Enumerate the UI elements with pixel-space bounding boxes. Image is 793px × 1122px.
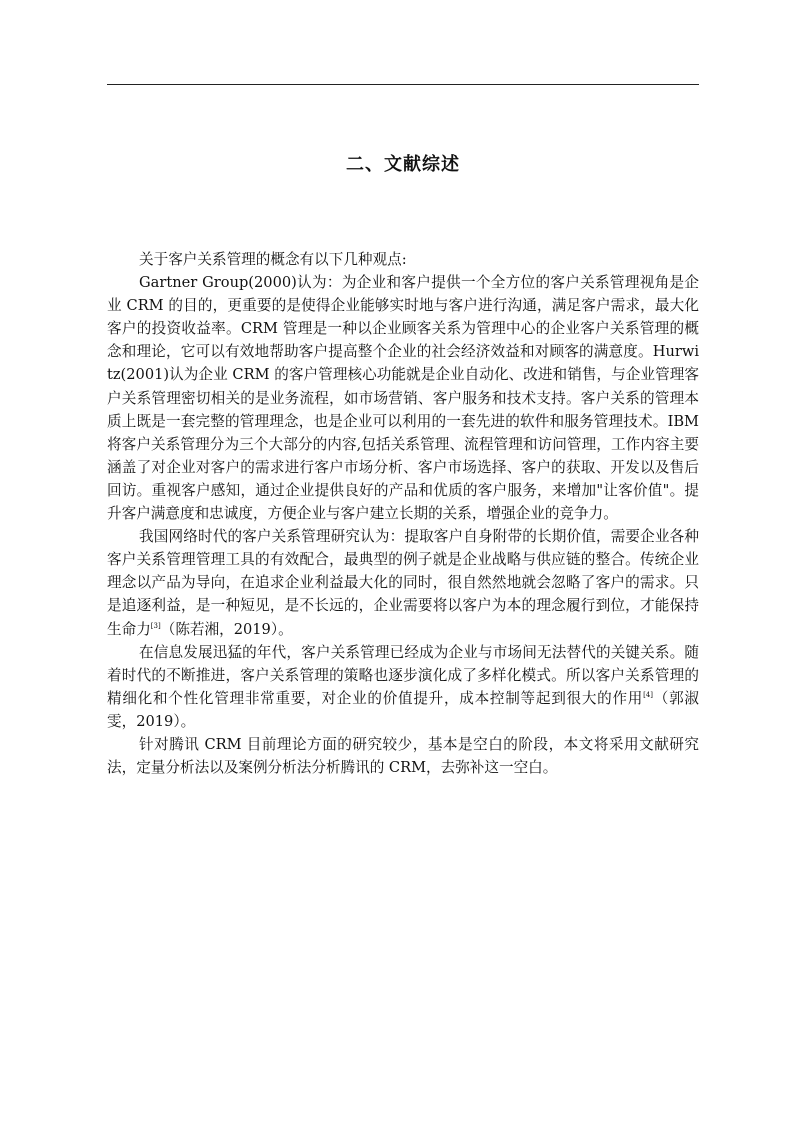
paragraph-text: Gartner Group(2000)认为：为企业和客户提供一个全方位的客户关系管理视角是企业 CRM 的目的，更重要的是使得企业能够实时地与客户进行沟通，满足客户需求，最大化客户的投资收益率。CRM 管理是一种以企业顾客关系为管理中心的企业客户关系管理的概念和理论，它可以有效地帮助客户提高整个企业的社会经济效益和对顾客的满意度。Hurwitz(2001)认为企业 CRM 的客户管理核心功能就是企业自动化、改进和销售，与企业管理客户关系管理密切相关的是业务流程，如市场营销、客户服务和技术支持。客户关系的管理本质上既是一套完整的管理理念，也是企业可以利用的一套先进的软件和服务管理技术。IBM 将客户关系管理分为三个大部分的内容,包括关系管理、流程管理和访问管理，工作内容主要涵盖了对企业对客户的需求进行客户市场分析、客户市场选择、客户的获取、开发以及售后回访。重视客户感知，通过企业提供良好的产品和优质的客户服务，来增加"让客价值"。提升客户满意度和忠诚度，方便企业与客户建立长期的关系，增强企业的竞争力。 [107,274,699,523]
section-title: 二、文献综述 [346,154,460,175]
citation-source: （郭淑雯，2019）。 [107,689,699,730]
paragraph-gartner [107,271,699,525]
paragraph-information-age [107,641,699,733]
paragraph-text: 我国网络时代的客户关系管理研究认为：提取客户自身附带的长期价值，需要企业各种客户关系管理管理工具的有效配合，最典型的例子就是企业战略与供应链的整合。传统企业理念以产品为导向，在追求企业利益最大化的同时，很自然然地就会忽略了客户的需求。只是追逐利益，是一种短见，是不长远的，企业需要将以客户为本的理念履行到位，才能保持生命力 [107,528,699,638]
paragraph-tencent-crm [107,733,699,779]
paragraph-text: 针对腾讯 CRM 目前理论方面的研究较少，基本是空白的阶段，本文将采用文献研究法，定量分析法以及案例分析法分析腾讯的 CRM，去弥补这一空白。 [107,735,699,777]
header-rule [107,84,699,85]
paragraph-intro [107,248,699,271]
paragraph-china-research [107,525,699,640]
citation-ref: [4] [643,690,654,699]
paragraph-text: 在信息发展迅猛的年代，客户关系管理已经成为企业与市场间无法替代的关键关系。随着时代的不断推进，客户关系管理的策略也逐步演化成了多样化模式。所以客户关系管理的精细化和个性化管理非常重要，对企业的价值提升，成本控制等起到很大的作用 [107,643,699,707]
citation-ref: [3] [150,621,161,630]
paragraph-text: 关于客户关系管理的概念有以下几种观点: [139,251,407,268]
body-text [107,248,699,779]
citation-source: （陈若湘，2019）。 [160,620,293,638]
